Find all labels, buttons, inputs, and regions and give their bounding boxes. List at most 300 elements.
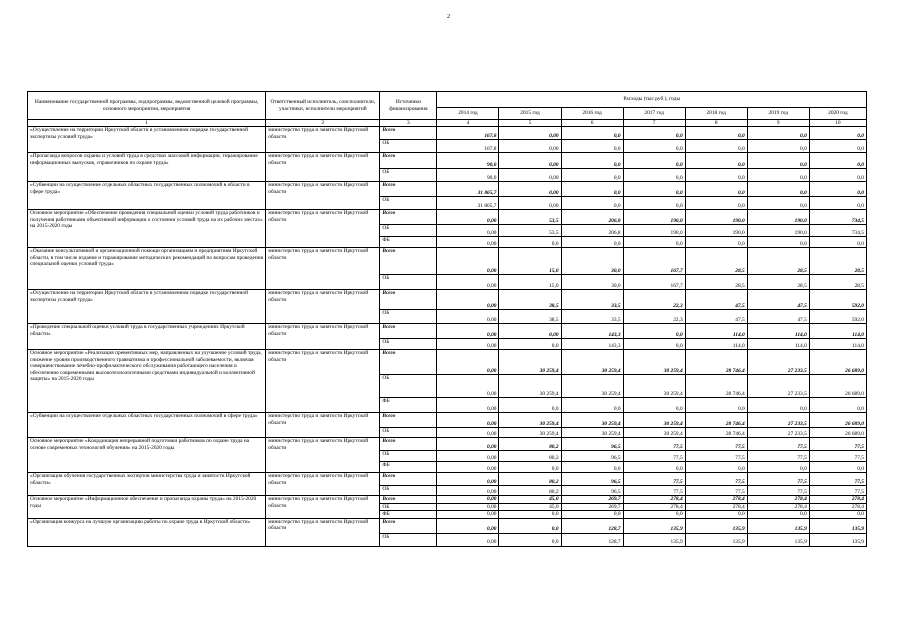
- expense-value: 0,00: [499, 169, 561, 182]
- expense-value: 30 259,4: [561, 375, 623, 398]
- table-row: [28, 248, 867, 275]
- expense-value: 0,0: [499, 339, 561, 350]
- expense-value: 0,00: [437, 428, 499, 438]
- expense-value: 278,4: [685, 503, 747, 510]
- expense-value: 22,3: [623, 310, 685, 324]
- expense-value: 0,0: [809, 197, 866, 210]
- expense-value: 0,0: [623, 140, 685, 153]
- expense-value: 0,00: [437, 225, 499, 237]
- column-index: 10: [809, 120, 866, 127]
- funding-source: Всего: [380, 182, 437, 197]
- funding-source: ОБ: [380, 486, 437, 496]
- measure-name: «Осуществление на территории Иркутской области в установленном порядке государственной экспертизы условий труда»: [28, 290, 266, 324]
- funding-source: ФБ: [380, 462, 437, 473]
- expense-value: 15,0: [499, 248, 561, 275]
- table-row: [28, 473, 867, 486]
- expense-value: 0,0: [561, 462, 623, 473]
- expense-value: 0,0: [499, 237, 561, 248]
- measure-name: «Субвенции на осуществление отдельных областных государственных полномочий в сфере труда»: [28, 413, 266, 438]
- expense-value: 114,0: [809, 339, 866, 350]
- expense-value: 278,4: [809, 496, 866, 503]
- expense-value: 0,0: [685, 169, 747, 182]
- expense-value: 0,0: [561, 169, 623, 182]
- measure-executor: министерство труда и занятости Иркутской области: [266, 324, 380, 350]
- expense-value: 28 746,4: [685, 375, 747, 398]
- expense-value: 30 259,4: [499, 350, 561, 375]
- expense-value: 0,00: [437, 451, 499, 462]
- expense-value: 0,0: [809, 511, 866, 518]
- expense-value: 77,5: [685, 486, 747, 496]
- funding-source: ОБ: [380, 169, 437, 182]
- expense-value: 128,7: [561, 518, 623, 533]
- expense-value: 0,0: [499, 511, 561, 518]
- expense-value: 0,0: [685, 237, 747, 248]
- expense-value: 0,00: [437, 290, 499, 310]
- expense-value: 167,8: [437, 127, 499, 140]
- expense-value: 45,0: [499, 496, 561, 503]
- measure-name: «Пропаганда вопросов охраны и условий труда в средствах массовой информации, тиражирование информационных выпусков, справочников по охране труда»: [28, 153, 266, 182]
- expense-value: 135,9: [623, 533, 685, 546]
- table-row: [28, 413, 867, 428]
- expense-value: 30,0: [561, 275, 623, 290]
- header-year: 2020 год: [809, 108, 866, 120]
- expense-value: 38,5: [499, 310, 561, 324]
- funding-source: Всего: [380, 127, 437, 140]
- expense-value: 28 746,4: [685, 413, 747, 428]
- expense-value: 26 689,0: [809, 375, 866, 398]
- expense-value: 135,9: [747, 518, 809, 533]
- expense-value: 0,0: [685, 398, 747, 413]
- funding-source: ОБ: [380, 310, 437, 324]
- expense-value: 0,0: [809, 237, 866, 248]
- expense-value: 0,0: [623, 462, 685, 473]
- expense-value: 135,9: [685, 518, 747, 533]
- column-index: 1: [28, 120, 266, 127]
- expense-value: 206,8: [561, 210, 623, 225]
- expense-value: 190,0: [747, 225, 809, 237]
- expense-value: 80,2: [499, 473, 561, 486]
- expense-value: 0,00: [437, 310, 499, 324]
- expenses-table: [27, 91, 867, 547]
- table-row: [28, 182, 867, 197]
- funding-source: ФБ: [380, 511, 437, 518]
- measure-executor: министерство труда и занятости Иркутской области: [266, 127, 380, 153]
- expense-value: 28,5: [747, 275, 809, 290]
- expense-value: 96,5: [561, 486, 623, 496]
- header-year: 2016 год: [561, 108, 623, 120]
- column-index: 2: [266, 120, 380, 127]
- column-index: 3: [380, 120, 437, 127]
- expense-value: 47,5: [685, 310, 747, 324]
- expense-value: 0,0: [685, 197, 747, 210]
- table-row: [28, 518, 867, 533]
- measure-executor: министерство труда и занятости Иркутской области: [266, 290, 380, 324]
- expense-value: 0,00: [499, 153, 561, 169]
- expense-value: 0,0: [809, 169, 866, 182]
- expense-value: 0,0: [685, 182, 747, 197]
- expense-value: 77,5: [809, 438, 866, 451]
- expense-value: 26 689,0: [809, 413, 866, 428]
- expense-value: 734,5: [809, 225, 866, 237]
- expense-value: 33,5: [561, 310, 623, 324]
- header-executor: Ответственный исполнитель, соисполнители, участники, исполнители мероприятий: [266, 92, 380, 120]
- expense-value: 0,0: [623, 339, 685, 350]
- expense-value: 190,0: [685, 225, 747, 237]
- expense-value: 47,5: [685, 290, 747, 310]
- expense-value: 90,0: [437, 153, 499, 169]
- expense-value: 33,5: [561, 290, 623, 310]
- expense-value: 28,5: [747, 248, 809, 275]
- expense-value: 77,5: [809, 473, 866, 486]
- expense-value: 28,5: [685, 275, 747, 290]
- expense-value: 167,8: [437, 140, 499, 153]
- measure-name: Основное мероприятие «Обеспечение проведения специальной оценки условий труда работников и получения работниками объективной информации о состоянии условий труда на их рабочих местах» на 2015-2020 годы: [28, 210, 266, 248]
- expense-value: 96,5: [561, 473, 623, 486]
- funding-source: Всего: [380, 153, 437, 169]
- funding-source: Всего: [380, 496, 437, 503]
- expense-value: 80,2: [499, 486, 561, 496]
- expense-value: 190,0: [747, 210, 809, 225]
- expense-value: 28,5: [685, 248, 747, 275]
- expense-value: 0,0: [747, 140, 809, 153]
- expense-value: 77,5: [623, 486, 685, 496]
- expense-value: 0,0: [747, 127, 809, 140]
- expense-value: 90,0: [437, 169, 499, 182]
- expense-value: 77,5: [809, 486, 866, 496]
- expense-value: 0,0: [747, 182, 809, 197]
- expense-value: 0,0: [747, 237, 809, 248]
- expense-value: 77,5: [747, 438, 809, 451]
- expense-value: 47,5: [747, 310, 809, 324]
- expense-value: 0,00: [437, 210, 499, 225]
- expense-value: 0,0: [623, 237, 685, 248]
- expense-value: 0,0: [623, 511, 685, 518]
- expense-value: 0,0: [499, 533, 561, 546]
- expense-value: 28,5: [809, 248, 866, 275]
- expense-value: 0,0: [623, 153, 685, 169]
- funding-source: Всего: [380, 324, 437, 339]
- measure-name: «Субвенции на осуществление отдельных областных государственных полномочий в области в сфере труда»: [28, 182, 266, 210]
- measure-executor: министерство труда и занятости Иркутской области: [266, 248, 380, 290]
- expense-value: 0,0: [685, 462, 747, 473]
- expense-value: 114,0: [685, 339, 747, 350]
- expense-value: 0,0: [747, 197, 809, 210]
- expense-value: 30,0: [561, 248, 623, 275]
- funding-source: Всего: [380, 518, 437, 533]
- expense-value: 114,0: [747, 339, 809, 350]
- expense-value: 77,5: [623, 438, 685, 451]
- expense-value: 0,0: [623, 398, 685, 413]
- expense-value: 45,0: [499, 503, 561, 510]
- expense-value: 0,00: [499, 324, 561, 339]
- expense-value: 0,0: [561, 127, 623, 140]
- measure-executor: министерство труда и занятости Иркутской области: [266, 413, 380, 438]
- funding-source: ОБ: [380, 275, 437, 290]
- expense-value: 77,5: [685, 451, 747, 462]
- header-year: 2019 год: [747, 108, 809, 120]
- expense-value: 114,0: [685, 324, 747, 339]
- table-row: [28, 153, 867, 169]
- expense-value: 592,0: [809, 310, 866, 324]
- expense-value: 0,0: [685, 140, 747, 153]
- funding-source: ОБ: [380, 428, 437, 438]
- column-index: 7: [623, 120, 685, 127]
- measure-name: «Проведение специальной оценки условий труда в государственных учреждениях Иркутской области»: [28, 324, 266, 350]
- expense-value: 0,0: [685, 153, 747, 169]
- column-index: 5: [499, 120, 561, 127]
- expense-value: 27 233,5: [747, 350, 809, 375]
- header-year: 2015 год: [499, 108, 561, 120]
- expense-value: 0,0: [809, 140, 866, 153]
- funding-source: Всего: [380, 438, 437, 451]
- table-row: [28, 127, 867, 140]
- header-year: 2017 год: [623, 108, 685, 120]
- funding-source: ОБ: [380, 375, 437, 398]
- expense-value: 135,9: [685, 533, 747, 546]
- expense-value: 0,0: [499, 398, 561, 413]
- expense-value: 53,5: [499, 225, 561, 237]
- measure-name: Основное мероприятие «Информационное обеспечение и пропаганда охраны труда» на 2015-2020 годы: [28, 496, 266, 518]
- expense-value: 27 233,5: [747, 413, 809, 428]
- expense-value: 135,9: [747, 533, 809, 546]
- measure-name: «Осуществление на территории Иркутской области в установленном порядке государственной экспертизы условий труда»: [28, 127, 266, 153]
- expense-value: 96,5: [561, 451, 623, 462]
- measure-executor: министерство труда и занятости Иркутской области: [266, 182, 380, 210]
- expense-value: 0,00: [437, 398, 499, 413]
- expense-value: 269,7: [561, 503, 623, 510]
- header-name: Наименование государственной программы, подпрограммы, ведомственной целевой программы, основного мероприятия, мероприятия: [28, 92, 266, 120]
- expense-value: 30 259,4: [499, 375, 561, 398]
- expense-value: 0,00: [499, 197, 561, 210]
- expense-value: 0,00: [437, 533, 499, 546]
- funding-source: ФБ: [380, 237, 437, 248]
- header-expenses: Расходы (тыс.руб.), годы: [437, 92, 867, 108]
- expense-value: 143,3: [561, 339, 623, 350]
- expense-value: 31 865,7: [437, 182, 499, 197]
- expense-value: 30 259,4: [561, 350, 623, 375]
- expense-value: 0,0: [747, 511, 809, 518]
- expense-value: 0,00: [437, 413, 499, 428]
- expense-value: 734,5: [809, 210, 866, 225]
- expense-value: 278,4: [747, 503, 809, 510]
- expense-value: 53,5: [499, 210, 561, 225]
- expense-value: 0,00: [437, 518, 499, 533]
- expense-value: 128,7: [561, 533, 623, 546]
- expense-value: 0,0: [685, 127, 747, 140]
- measure-executor: министерство труда и занятости Иркутской области: [266, 518, 380, 546]
- table-row: [28, 324, 867, 339]
- expense-value: 135,9: [809, 518, 866, 533]
- expense-value: 0,0: [561, 398, 623, 413]
- measure-name: «Организация конкурса на лучшую организацию работы по охране труда в Иркутской области»: [28, 518, 266, 546]
- expense-value: 0,0: [809, 153, 866, 169]
- expense-value: 0,00: [437, 237, 499, 248]
- expense-value: 190,0: [685, 210, 747, 225]
- expense-value: 0,0: [809, 398, 866, 413]
- expense-value: 0,0: [685, 511, 747, 518]
- expense-value: 0,00: [437, 375, 499, 398]
- expense-value: 278,4: [809, 503, 866, 510]
- expense-value: 0,00: [437, 438, 499, 451]
- expense-value: 77,5: [685, 473, 747, 486]
- expense-value: 114,0: [809, 324, 866, 339]
- funding-source: ОБ: [380, 503, 437, 510]
- expense-value: 27 233,5: [747, 428, 809, 438]
- header-year: 2018 год: [685, 108, 747, 120]
- expense-value: 278,4: [623, 503, 685, 510]
- measure-executor: министерство труда и занятости Иркутской области: [266, 210, 380, 248]
- expense-value: 0,0: [499, 518, 561, 533]
- expense-value: 167,7: [623, 248, 685, 275]
- expense-value: 0,00: [437, 275, 499, 290]
- expense-value: 0,00: [437, 503, 499, 510]
- expense-value: 0,0: [499, 462, 561, 473]
- expense-value: 0,00: [437, 248, 499, 275]
- expense-value: 135,9: [809, 533, 866, 546]
- expense-value: 77,5: [747, 451, 809, 462]
- expense-value: 30 259,4: [499, 428, 561, 438]
- table-row: [28, 210, 867, 225]
- expense-value: 47,5: [747, 290, 809, 310]
- expense-value: 278,4: [623, 496, 685, 503]
- expense-value: 0,0: [623, 169, 685, 182]
- funding-source: Всего: [380, 413, 437, 428]
- expense-value: 0,00: [499, 127, 561, 140]
- funding-source: Всего: [380, 473, 437, 486]
- expense-value: 0,00: [437, 473, 499, 486]
- expense-value: 22,3: [623, 290, 685, 310]
- expense-value: 0,0: [561, 197, 623, 210]
- expense-value: 0,0: [747, 462, 809, 473]
- measure-executor: министерство труда и занятости Иркутской области: [266, 438, 380, 473]
- expense-value: 77,5: [685, 438, 747, 451]
- table-row: [28, 290, 867, 310]
- funding-source: Всего: [380, 248, 437, 275]
- expense-value: 27 233,5: [747, 375, 809, 398]
- expense-value: 77,5: [747, 473, 809, 486]
- column-index: 4: [437, 120, 499, 127]
- expense-value: 0,0: [561, 511, 623, 518]
- expense-value: 0,00: [499, 182, 561, 197]
- expense-value: 0,00: [437, 324, 499, 339]
- expense-value: 30 259,4: [623, 428, 685, 438]
- expense-value: 0,0: [623, 182, 685, 197]
- funding-source: ОБ: [380, 451, 437, 462]
- expense-value: 30 259,4: [561, 413, 623, 428]
- expense-value: 0,00: [437, 462, 499, 473]
- expense-value: 0,0: [623, 197, 685, 210]
- expense-value: 0,0: [623, 127, 685, 140]
- expense-value: 0,0: [561, 182, 623, 197]
- expense-value: 0,00: [437, 511, 499, 518]
- funding-source: Всего: [380, 350, 437, 375]
- expense-value: 77,5: [623, 451, 685, 462]
- expense-value: 0,0: [809, 462, 866, 473]
- expense-value: 15,0: [499, 275, 561, 290]
- expense-value: 278,4: [747, 496, 809, 503]
- expense-value: 77,5: [747, 486, 809, 496]
- expense-value: 0,0: [561, 140, 623, 153]
- expense-value: 269,7: [561, 496, 623, 503]
- expense-value: 0,0: [561, 153, 623, 169]
- expense-value: 0,0: [747, 169, 809, 182]
- column-index: 9: [747, 120, 809, 127]
- table-row: [28, 438, 867, 451]
- expense-value: 77,5: [623, 473, 685, 486]
- column-index: 8: [685, 120, 747, 127]
- expense-value: 30 259,4: [561, 428, 623, 438]
- expense-value: 30 259,4: [623, 413, 685, 428]
- funding-source: Всего: [380, 290, 437, 310]
- expense-value: 31 865,7: [437, 197, 499, 210]
- funding-source: ОБ: [380, 225, 437, 237]
- expense-value: 26 689,0: [809, 350, 866, 375]
- expense-value: 190,0: [623, 210, 685, 225]
- measure-executor: министерство труда и занятости Иркутской области: [266, 350, 380, 413]
- expense-value: 0,00: [437, 350, 499, 375]
- funding-source: ОБ: [380, 339, 437, 350]
- measure-executor: министерство труда и занятости Иркутской области: [266, 473, 380, 496]
- expense-value: 0,0: [809, 182, 866, 197]
- page-number: 2: [447, 14, 450, 20]
- expense-value: 28,5: [809, 275, 866, 290]
- expense-value: 190,0: [623, 225, 685, 237]
- measure-name: Основное мероприятие «Реализация превентивных мер, направленных на улучшение условий труда, снижение уровня производственного травматизма и профессиональной заболеваемости, включая совершенствование лечебно-профилактического обслуживания работающего населения и обеспечение современными высокотехнологичными средствами индивидуальной и коллективной защиты» на 2015-2020 годы: [28, 350, 266, 413]
- expense-value: 30 259,4: [499, 413, 561, 428]
- expense-value: 96,5: [561, 438, 623, 451]
- expense-value: 80,2: [499, 438, 561, 451]
- table-row: [28, 496, 867, 503]
- expense-value: 114,0: [747, 324, 809, 339]
- funding-source: ОБ: [380, 533, 437, 546]
- expense-value: 0,00: [437, 486, 499, 496]
- expense-value: 135,9: [623, 518, 685, 533]
- funding-source: ФБ: [380, 398, 437, 413]
- expense-value: 206,8: [561, 225, 623, 237]
- expense-value: 167,7: [623, 275, 685, 290]
- funding-source: Всего: [380, 210, 437, 225]
- table-row: [28, 350, 867, 375]
- expense-value: 0,00: [499, 140, 561, 153]
- measure-name: «Оказание консультативной и организационной помощи организациям и предприятиям Иркутской области, в том числе издание и тиражирование методических рекомендаций по вопросам проведения специальной оценки условий труда»: [28, 248, 266, 290]
- expense-value: 0,0: [747, 153, 809, 169]
- expense-value: 80,2: [499, 451, 561, 462]
- expense-value: 28 746,4: [685, 350, 747, 375]
- expense-value: 28 746,4: [685, 428, 747, 438]
- expense-value: 30 259,4: [623, 375, 685, 398]
- expense-value: 143,3: [561, 324, 623, 339]
- expense-value: 77,5: [809, 451, 866, 462]
- funding-source: ОБ: [380, 197, 437, 210]
- measure-name: «Организация обучения государственных экспертов министерства труда и занятости Иркутской области»: [28, 473, 266, 496]
- expense-value: 38,5: [499, 290, 561, 310]
- expense-value: 0,0: [809, 127, 866, 140]
- measure-executor: министерство труда и занятости Иркутской области: [266, 496, 380, 518]
- expense-value: 278,4: [685, 496, 747, 503]
- expense-value: 30 259,4: [623, 350, 685, 375]
- funding-source: ОБ: [380, 140, 437, 153]
- header-funding: Источники финансирования: [380, 92, 437, 120]
- expense-value: 0,00: [437, 496, 499, 503]
- measure-executor: министерство труда и занятости Иркутской области: [266, 153, 380, 182]
- expense-value: 0,0: [561, 237, 623, 248]
- expense-value: 0,0: [623, 324, 685, 339]
- expense-value: 592,0: [809, 290, 866, 310]
- column-index: 6: [561, 120, 623, 127]
- measure-name: Основное мероприятие «Координация непрерывной подготовки работников по охране труда на основе современных технологий обучения» на 2015-2020 годы: [28, 438, 266, 473]
- expense-value: 0,00: [437, 339, 499, 350]
- expense-value: 26 689,0: [809, 428, 866, 438]
